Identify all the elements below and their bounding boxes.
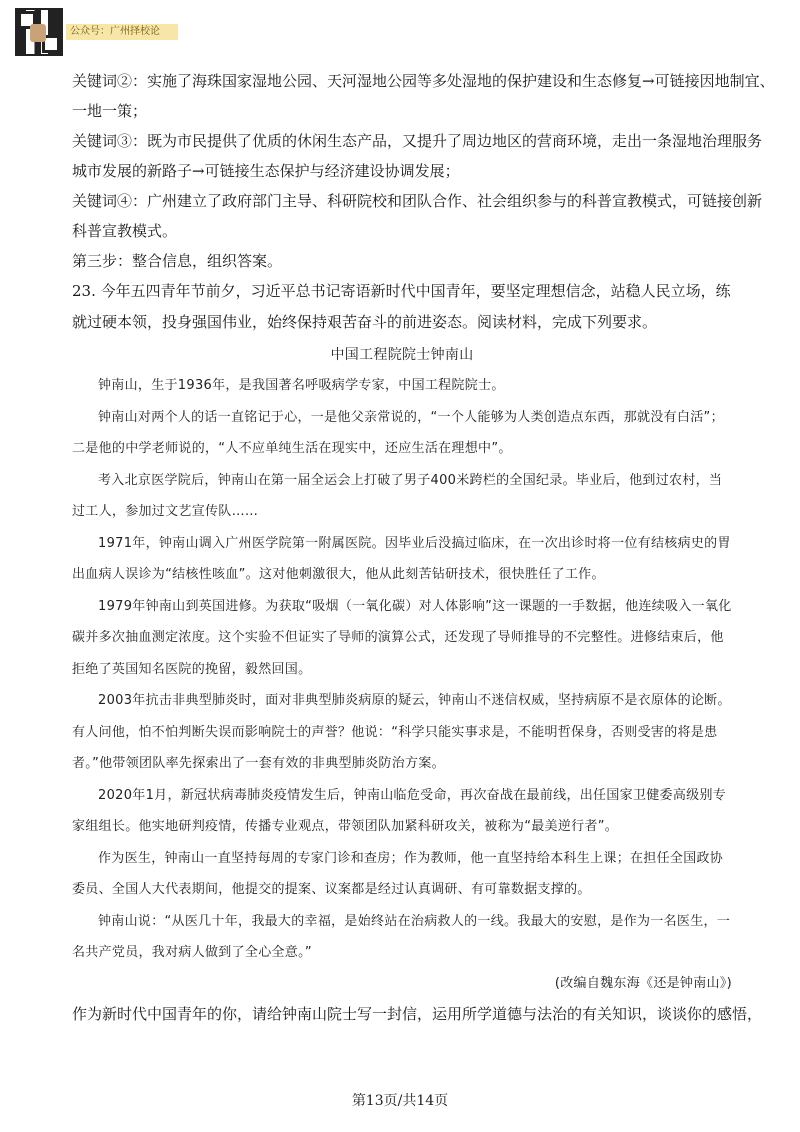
keyword-2-line-1: 关键词②：实施了海珠国家湿地公园、天河湿地公园等多处湿地的保护建设和生态修复→可链接因地制宜、 bbox=[72, 72, 775, 90]
material-paragraph: 2020年1月，新冠状病毒肺炎疫情发生后，钟南山临危受命，再次奋战在最前线，出任国家卫健委高级别专家组组长。他实地研判疫情，传播专业观点，带领团队加紧科研攻关，被称为“最美逆行者”。 bbox=[72, 787, 727, 834]
material-title: 中国工程院院士钟南山 bbox=[330, 347, 474, 363]
material-paragraph: 2003年抗击非典型肺炎时，面对非典型肺炎病原的疑云，钟南山不迷信权威，坚持病原不是衣原体的论断。有人问他，怕不怕判断失误而影响院士的声誉？他说：“科学只能实事求是，不能明哲保身，否则受害的将是患者。”他带领团队率先探索出了一套有效的非典型肺炎防治方案。 bbox=[72, 693, 731, 771]
page-content bbox=[72, 66, 775, 1029]
page-number: 第13页/共14页 bbox=[351, 1093, 449, 1109]
keyword-3-line-2: 城市发展的新路子→可链接生态保护与经济建设协调发展； bbox=[72, 162, 460, 180]
material-paragraph: 考入北京医学院后，钟南山在第一届全运会上打破了男子400米跨栏的全国纪录。毕业后，他到过农村，当过工人，参加过文艺宣传队…… bbox=[72, 472, 723, 519]
material-paragraph: 1979年钟南山到英国进修。为获取“吸烟（一氧化碳）对人体影响”这一课题的一手数据，他连续吸入一氧化碳并多次抽血测定浓度。这个实验不但证实了导师的演算公式，还发现了导师推导的不完整性。进修结束后，他拒绝了英国知名医院的挽留，毅然回国。 bbox=[72, 598, 732, 677]
material-paragraph: 钟南山对两个人的话一直铭记于心，一是他父亲常说的，“一个人能够为人类创造点东西，那就没有白活”；二是他的中学老师说的，“人不应单纯生活在现实中，还应生活在理想中”。 bbox=[72, 409, 724, 456]
keyword-4-line-1: 关键词④：广州建立了政府部门主导、科研院校和团队合作、社会组织参与的科普宣教模式，可链接创新 bbox=[72, 192, 763, 210]
keyword-2-line-2: 一地一策； bbox=[72, 102, 148, 120]
material-paragraph: 钟南山说：“从医几十年，我最大的幸福，是始终站在治病救人的一线。我最大的安慰，是作为一名医生，一名共产党员，我对病人做到了全心全意。” bbox=[72, 913, 731, 960]
question-23: 23. 今年五四青年节前夕，习近平总书记寄语新时代中国青年，要坚定理想信念，站稳人民立场，练就过硬本领，投身强国伟业，始终保持艰苦奋斗的前进姿态。阅读材料，完成下列要求。 bbox=[72, 282, 731, 331]
task-instruction: 作为新时代中国青年的你，请给钟南山院士写一封信，运用所学道德与法治的有关知识，谈谈你的感悟， bbox=[72, 1004, 763, 1023]
keyword-4-line-2: 科普宣教模式。 bbox=[72, 222, 178, 240]
keyword-3-line-1: 关键词③：既为市民提供了优质的休闲生态产品，又提升了周边地区的营商环境，走出一条湿地治理服务 bbox=[72, 132, 763, 150]
material-paragraph: 1971年，钟南山调入广州医学院第一附属医院。因毕业后没搞过临床，在一次出诊时将一位有结核病史的胃出血病人误诊为“结核性咳血”。这对他刺激很大，他从此刻苦钻研技术，很快胜任了工作。 bbox=[72, 535, 731, 582]
wechat-account-banner: 公众号：广州择校论 bbox=[66, 24, 178, 40]
material-source: (改编自魏东海《还是钟南山》) bbox=[554, 975, 732, 991]
step-3-line: 第三步：整合信息，组织答案。 bbox=[72, 252, 283, 270]
material-paragraph: 作为医生，钟南山一直坚持每周的专家门诊和查房；作为教师，他一直坚持给本科生上课；在担任全国政协委员、全国人大代表期间，他提交的提案、议案都是经过认真调研、有可靠数据支撑的。 bbox=[72, 850, 724, 897]
material-section bbox=[72, 340, 732, 999]
author-photo-icon bbox=[30, 24, 46, 42]
material-paragraph: 钟南山，生于1936年，是我国著名呼吸病学专家，中国工程院院士。 bbox=[98, 378, 505, 393]
